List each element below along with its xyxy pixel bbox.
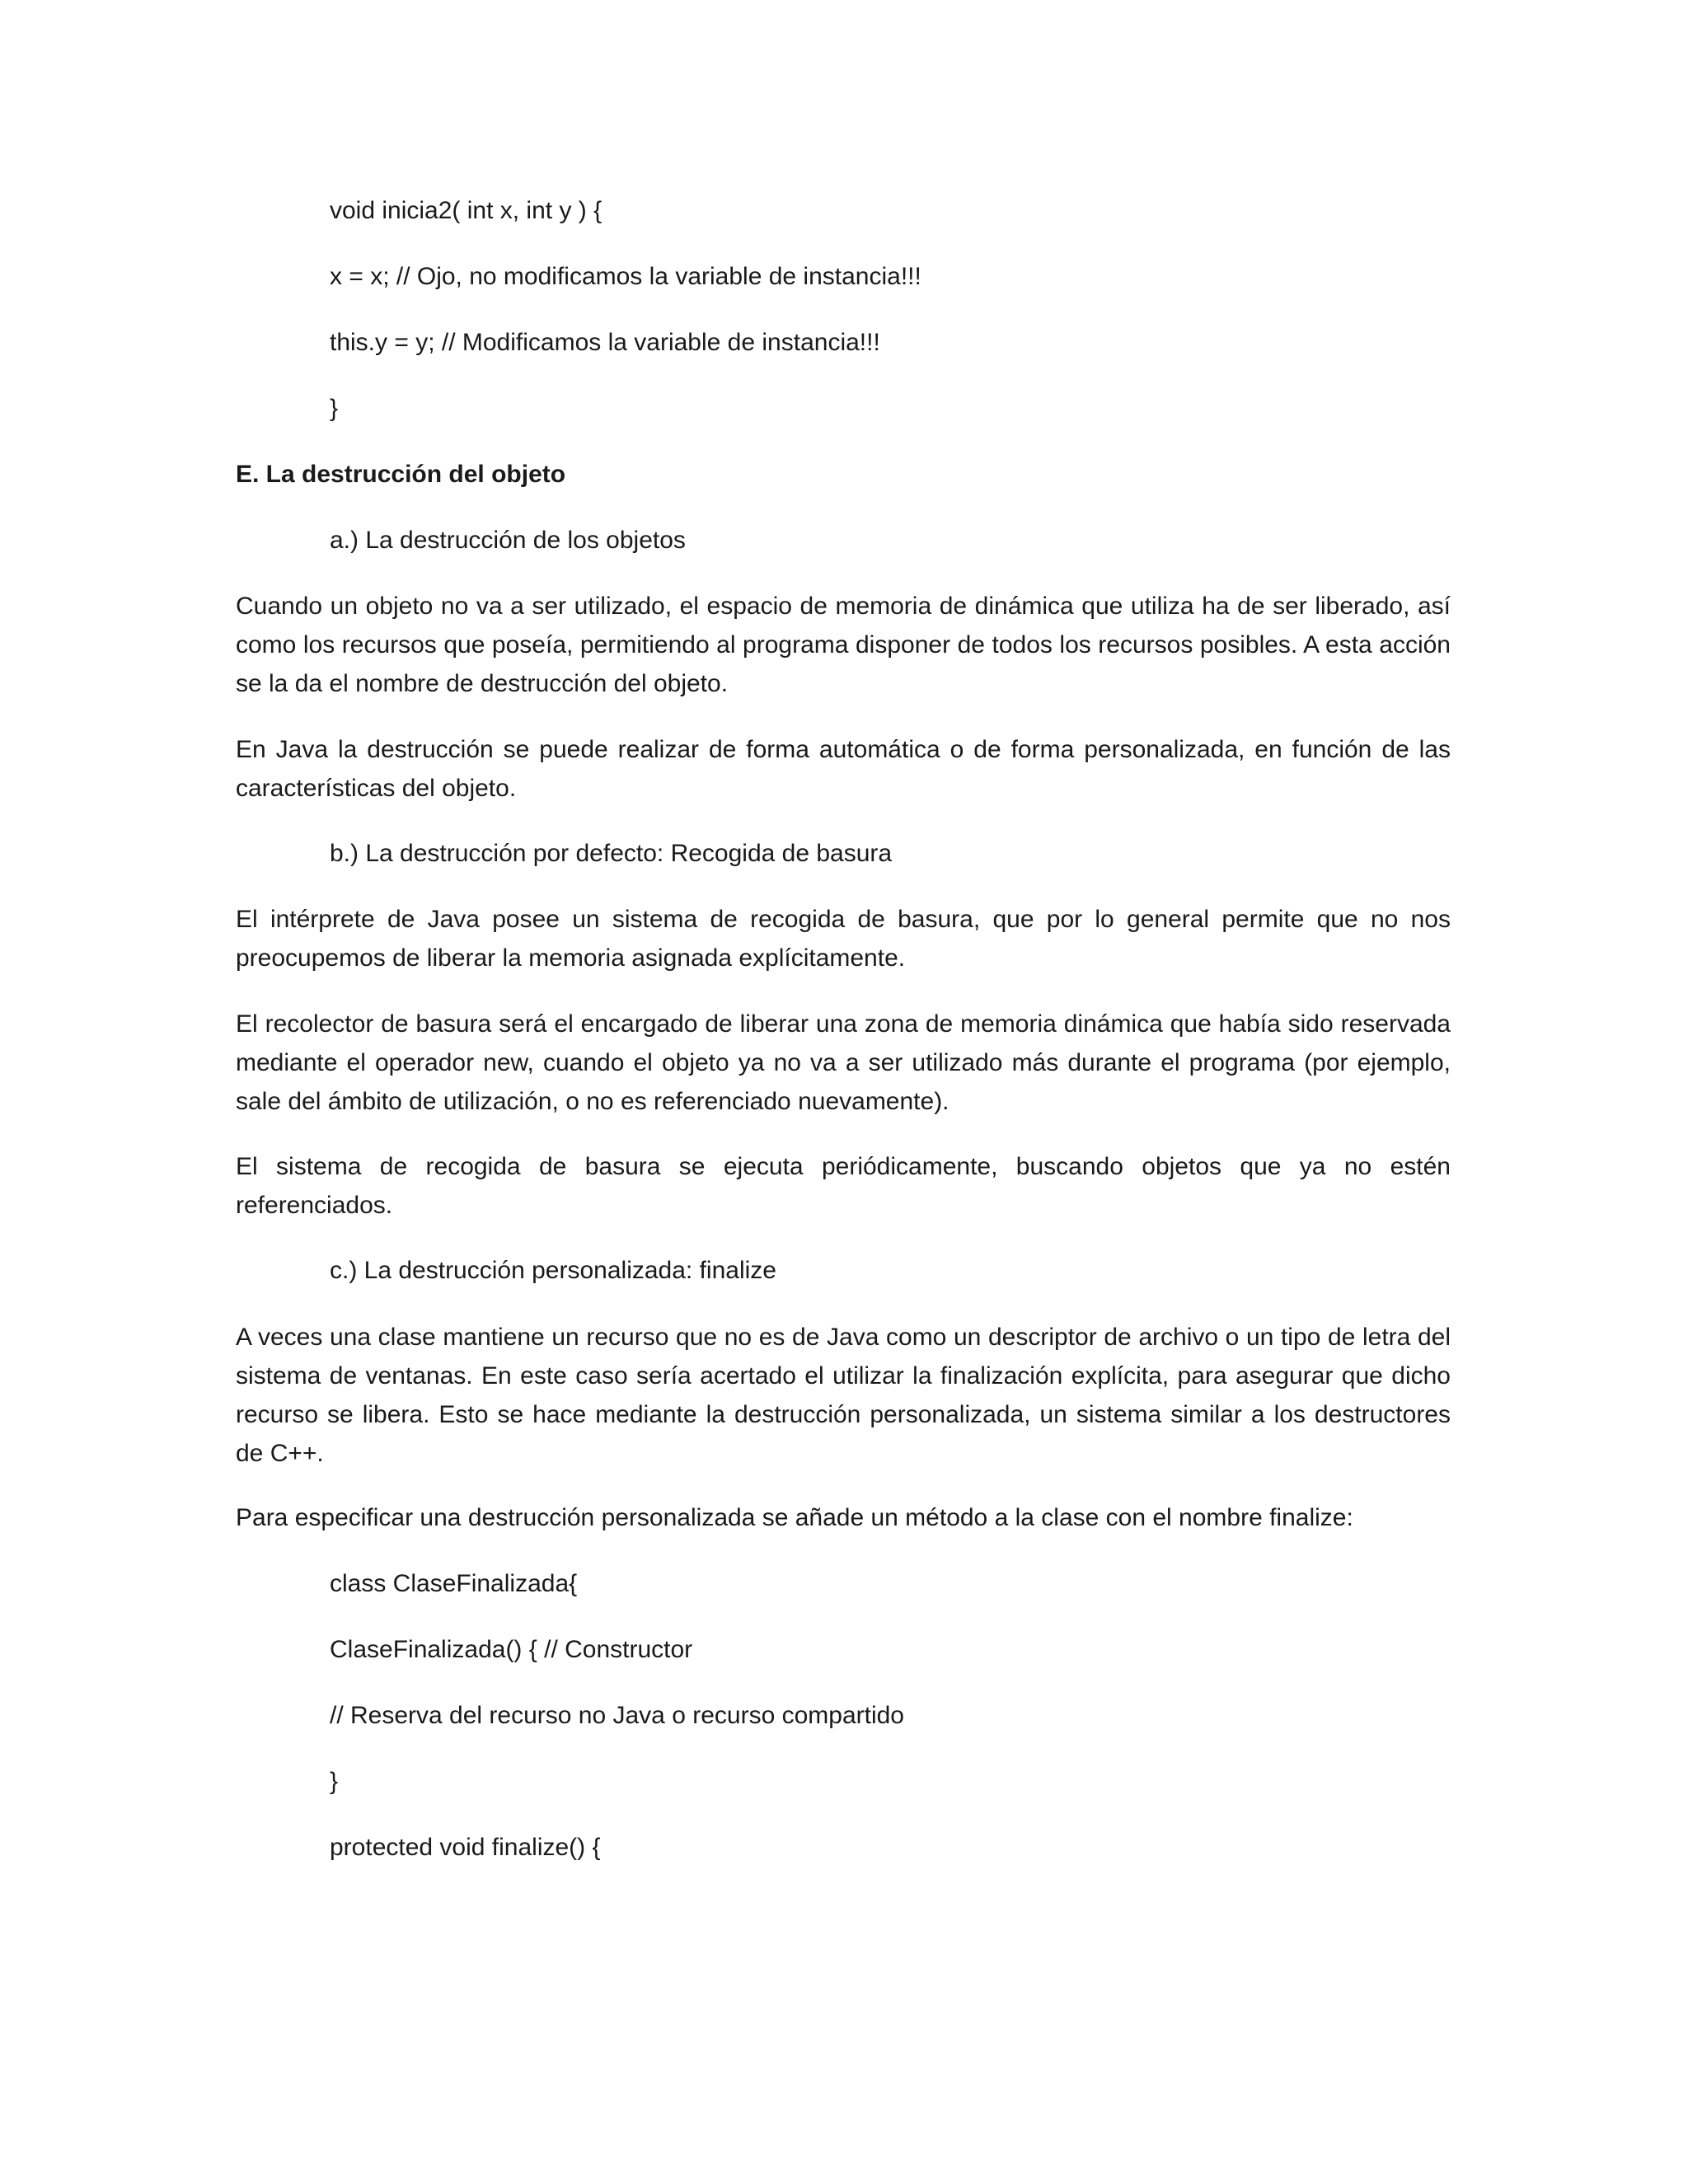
- code-line: }: [330, 395, 339, 422]
- code-line: protected void finalize() {: [330, 1834, 601, 1861]
- code-line: void inicia2( int x, int y ) {: [330, 197, 603, 224]
- paragraph: El recolector de basura será el encargado de liberar una zona de memoria dinámica que había sido reservada mediante el operador new, cuando el objeto ya no va a ser utilizado más durante el programa (por ejemplo, sale del ámbito de utilización, o no es referenciado nuevamente).: [236, 1010, 1451, 1115]
- paragraph: El sistema de recogida de basura se ejecuta periódicamente, buscando objetos que ya no estén referenciados.: [236, 1153, 1451, 1219]
- code-line: }: [330, 1768, 339, 1795]
- subsection-heading-c: c.) La destrucción personalizada: finalize: [330, 1257, 776, 1284]
- code-line: // Reserva del recurso no Java o recurso compartido: [330, 1702, 904, 1729]
- code-line: x = x; // Ojo, no modificamos la variable de instancia!!!: [330, 263, 921, 290]
- paragraph: En Java la destrucción se puede realizar de forma automática o de forma personalizada, en función de las características del objeto.: [236, 736, 1451, 802]
- paragraph: El intérprete de Java posee un sistema de recogida de basura, que por lo general permite que no nos preocupemos de liberar la memoria asignada explícitamente.: [236, 906, 1451, 972]
- code-line: this.y = y; // Modificamos la variable de instancia!!!: [330, 329, 880, 356]
- subsection-heading-b: b.) La destrucción por defecto: Recogida de basura: [330, 840, 893, 867]
- paragraph: A veces una clase mantiene un recurso que no es de Java como un descriptor de archivo o un tipo de letra del sistema de ventanas. En este caso sería acertado el utilizar la finalización explícita, para asegurar que dicho recurso se libera. Esto se hace mediante la destrucción personalizada, un sistema similar a los destructores de C++.: [236, 1324, 1451, 1467]
- paragraph: Para especificar una destrucción personalizada se añade un método a la clase con el nombre finalize:: [236, 1504, 1353, 1531]
- code-line: class ClaseFinalizada{: [330, 1570, 578, 1597]
- subsection-heading-a: a.) La destrucción de los objetos: [330, 527, 686, 554]
- code-line: ClaseFinalizada() { // Constructor: [330, 1636, 693, 1663]
- section-heading: E. La destrucción del objeto: [236, 461, 566, 488]
- paragraph: Cuando un objeto no va a ser utilizado, el espacio de memoria de dinámica que utiliza ha de ser liberado, así como los recursos que poseía, permitiendo al programa disponer de todos los recursos posibles. A esta acción se la da el nombre de destrucción del objeto.: [236, 593, 1451, 697]
